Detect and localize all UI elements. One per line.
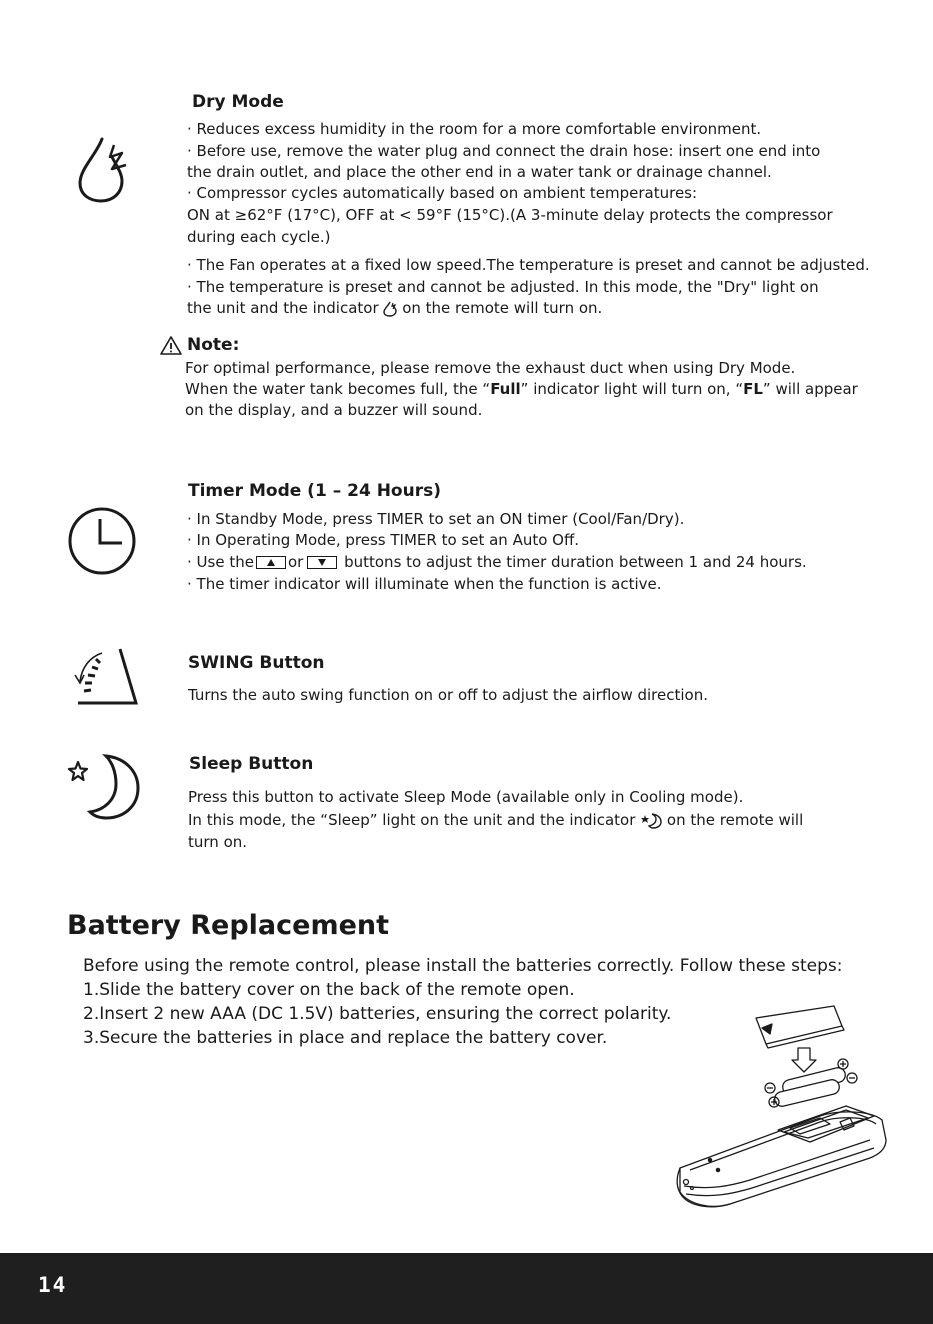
swing-title: SWING Button [188,653,325,673]
note-line-3: on the display, and a buzzer will sound. [185,401,483,419]
sleep-indicator-icon [640,813,662,829]
battery-line-3: 2.Insert 2 new AAA (DC 1.5V) batteries, ensuring the correct polarity. [83,1004,672,1024]
battery-line-2: 1.Slide the battery cover on the back of the remote open. [83,980,575,1000]
sleep-line-3: turn on. [188,833,248,851]
dry-line-6: during each cycle.) [187,228,331,246]
sleep-title: Sleep Button [189,754,314,774]
dry-line-9-end: on the remote will turn on. [402,299,603,317]
note-line-2: When the water tank becomes full, the “Full” indicator light will turn on, “FL” will appear [185,380,858,398]
triangle-down-icon [318,559,326,566]
swing-line-1: Turns the auto swing function on or off to adjust the airflow direction. [188,686,708,704]
note-title: Note: [187,335,240,355]
page-number: 14 [38,1273,68,1297]
clock-icon [67,505,137,577]
timer-line-4: · The timer indicator will illuminate when the function is active. [187,575,662,593]
dry-line-9-start: the unit and the indicator [187,299,379,317]
insert-arrow [792,1048,816,1072]
battery-line-4: 3.Secure the batteries in place and replace the battery cover. [83,1028,608,1048]
timer-mode-title: Timer Mode (1 – 24 Hours) [188,481,441,501]
note-line-1: For optimal performance, please remove the exhaust duct when using Dry Mode. [185,359,796,377]
dry-line-7: · The Fan operates at a fixed low speed.The temperature is preset and cannot be adjusted. [187,256,870,274]
up-button-glyph [256,556,286,569]
sleep-line-2: In this mode, the “Sleep” light on the unit and the indicator on the remote will [188,811,804,829]
battery-line-1: Before using the remote control, please install the batteries correctly. Follow these steps: [83,956,843,976]
dry-line-2: · Before use, remove the water plug and connect the drain hose: insert one end into [187,142,821,160]
dry-mode-title: Dry Mode [192,92,284,112]
triangle-up-icon [267,559,275,566]
sleep-line-1: Press this button to activate Sleep Mode (available only in Cooling mode). [188,788,744,806]
timer-line-1: · In Standby Mode, press TIMER to set an ON timer (Cool/Fan/Dry). [187,510,685,528]
timer-line-2: · In Operating Mode, press TIMER to set an Auto Off. [187,531,580,549]
fl-display-text: FL [743,380,763,398]
dry-line-1: · Reduces excess humidity in the room for a more comfortable environment. [187,120,762,138]
timer-line-3: · Use the or buttons to adjust the timer duration between 1 and 24 hours. [187,553,807,571]
swing-icon [70,645,138,705]
moon-star-icon [64,752,142,820]
page-footer-bar [0,1253,933,1324]
warning-triangle-icon [159,335,183,356]
dry-line-9 [187,298,602,318]
dry-line-5: ON at ≥62°F (17°C), OFF at < 59°F (15°C).(A 3-minute delay protects the compressor [187,206,833,224]
dry-line-3: the drain outlet, and place the other end in a water tank or drainage channel. [187,163,772,181]
water-drop-icon [74,135,132,203]
dry-indicator-icon [383,301,397,317]
down-button-glyph [307,556,337,569]
dry-line-8: · The temperature is preset and cannot be adjusted. In this mode, the "Dry" light on [187,278,819,296]
dry-line-4: · Compressor cycles automatically based on ambient temperatures: [187,184,698,202]
remote-battery-illustration [670,1000,895,1215]
full-indicator-text: Full [490,380,521,398]
battery-replacement-title: Battery Replacement [67,910,390,941]
